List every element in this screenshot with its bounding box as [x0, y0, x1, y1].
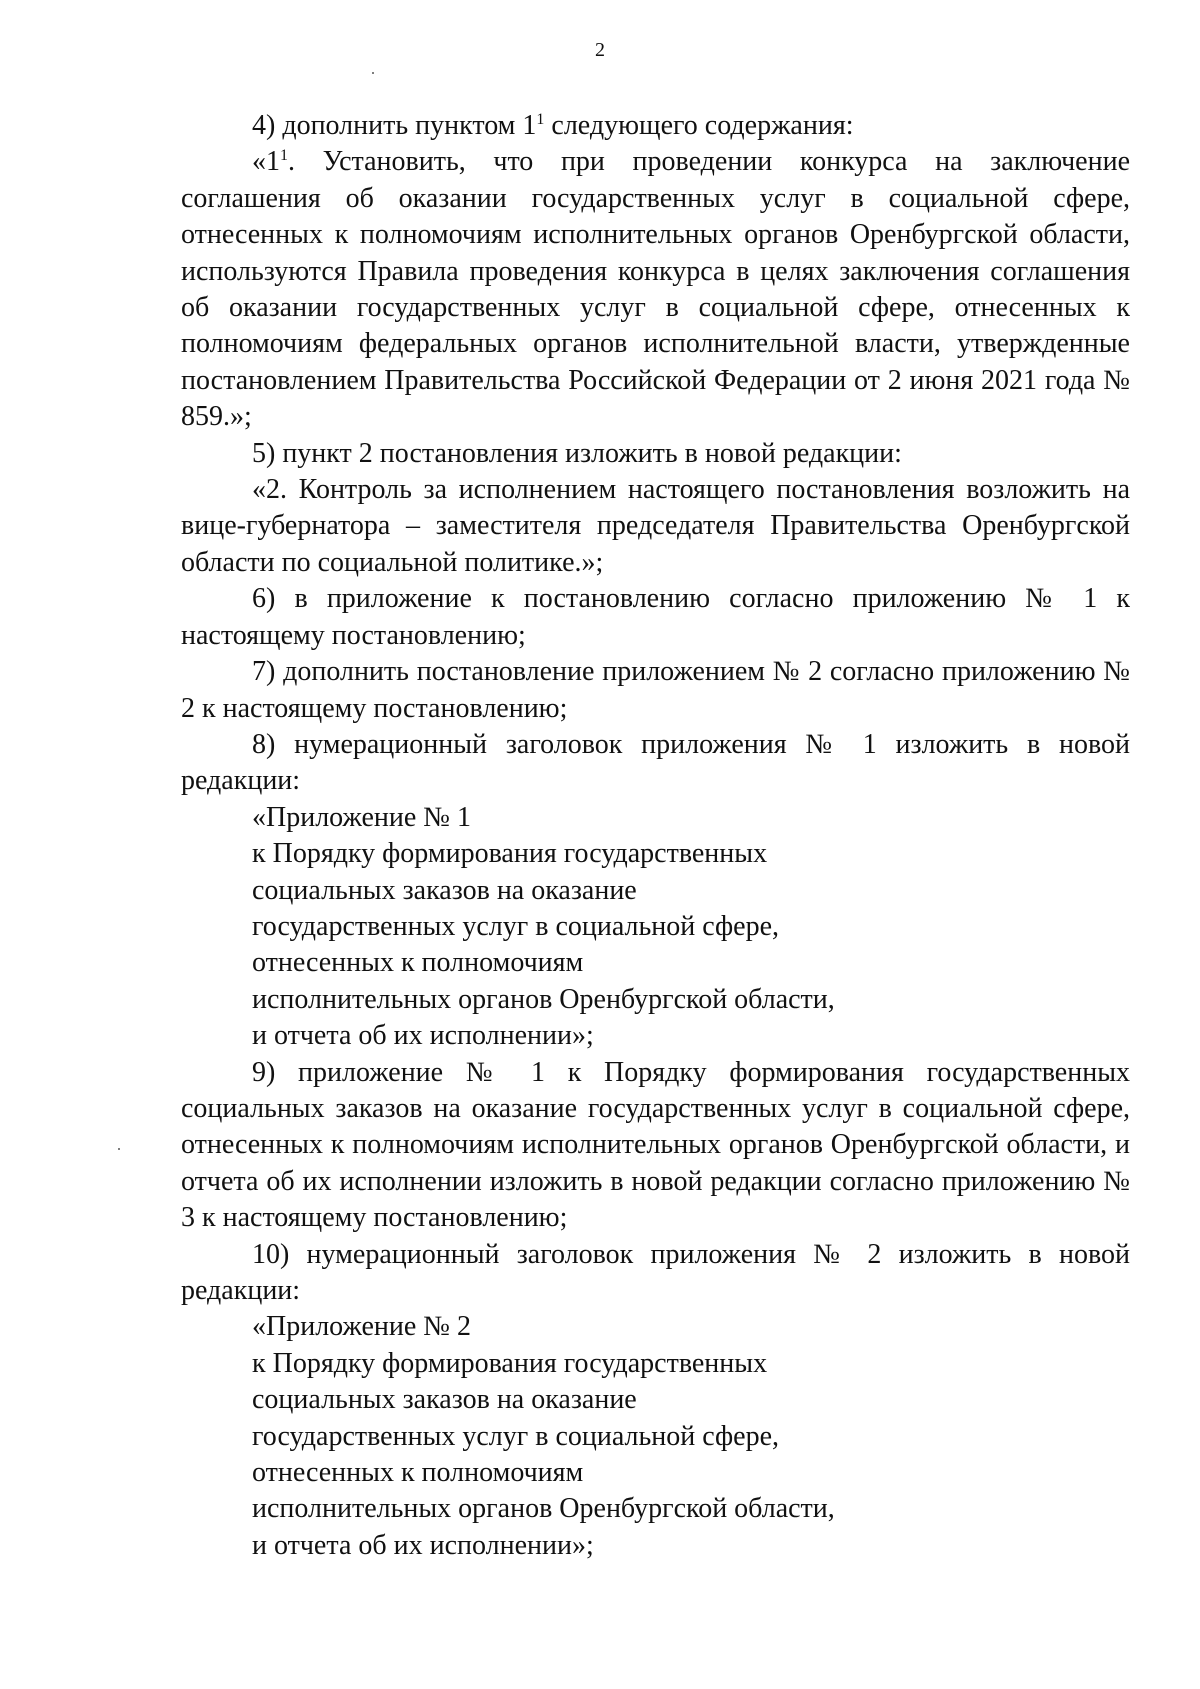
caption-line: к Порядку формирования государственных — [252, 838, 768, 870]
item-8: 8) нумерационный заголовок приложения № 1 изложить в новой редакции: — [181, 728, 1130, 797]
caption-line: «Приложение № 2 — [252, 1311, 471, 1343]
item-7: 7) дополнить постановление приложением № 2 согласно приложению № 2 к настоящему постановлению; — [181, 656, 1130, 724]
caption-line: и отчета об их исполнении»; — [252, 1020, 594, 1052]
document-body — [181, 108, 1130, 1564]
caption-line: государственных услуг в социальной сфере, — [252, 1420, 780, 1452]
caption-line: к Порядку формирования государственных — [252, 1347, 768, 1379]
scan-speck — [118, 1148, 120, 1150]
item-4: 4) дополнить пунктом $1^1$ следующего содержания: — [252, 110, 854, 141]
caption-line: социальных заказов на оказание — [252, 1384, 637, 1416]
caption-line: государственных услуг в социальной сфере, — [252, 910, 780, 942]
scan-speck — [372, 72, 374, 74]
caption-line: исполнительных органов Оренбургской области, — [252, 1493, 835, 1525]
item-8-caption — [181, 800, 1130, 1055]
item-4-quote: «$1^1$. Установить, что при проведении конкурса на заключение соглашения об оказании государственных услуг в социальной сфере, отнесенных к полномочиям исполнительных органов Оренбургской области, используются Правила проведения конкурса в целях заключения соглашения об оказании государственных услуг в социальной сфере, отнесенных к полномочиям федеральных органов исполнительной власти, утвержденные постановлением Правительства Российской Федерации от 2 июня 2021 года № 859.»; — [181, 146, 1130, 433]
caption-line: социальных заказов на оказание — [252, 874, 637, 906]
caption-line: исполнительных органов Оренбургской области, — [252, 983, 835, 1015]
item-10: 10) нумерационный заголовок приложения № 2 изложить в новой редакции: — [181, 1238, 1130, 1306]
page-number: 2 — [595, 39, 605, 61]
item-10-caption — [181, 1309, 1130, 1564]
item-6: 6) в приложение к постановлению согласно приложению № 1 к настоящему постановлению; — [181, 583, 1130, 651]
item-9: 9) приложение № 1 к Порядку формирования государственных социальных заказов на оказание государственных услуг в социальной сфере, отнесенных к полномочиям исполнительных органов Оренбургской области, и отчета об их исполнении изложить в новой редакции согласно приложению № 3 к настоящему постановлению; — [181, 1056, 1130, 1234]
caption-line: отнесенных к полномочиям — [252, 1457, 584, 1489]
caption-line: и отчета об их исполнении»; — [252, 1529, 594, 1561]
caption-line: отнесенных к полномочиям — [252, 947, 584, 979]
item-5-quote: «2. Контроль за исполнением настоящего постановления возложить на вице-губернатора – заместителя председателя Правительства Оренбургской области по социальной политике.»; — [181, 474, 1130, 578]
item-5: 5) пункт 2 постановления изложить в новой редакции: — [252, 437, 902, 469]
caption-line: «Приложение № 1 — [252, 801, 471, 833]
